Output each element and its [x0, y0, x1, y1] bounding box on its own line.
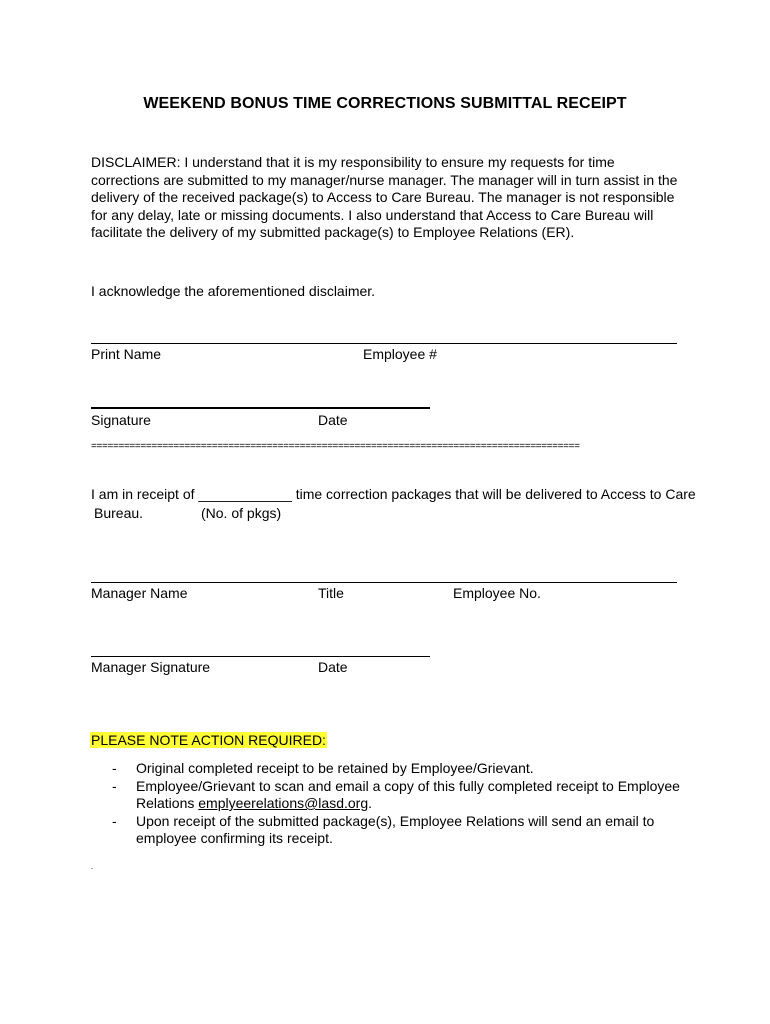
manager-signature-label: Manager Signature — [91, 659, 211, 675]
packages-hint: (No. of pkgs) — [201, 505, 282, 521]
signature-line[interactable] — [91, 407, 430, 409]
receipt-statement — [91, 486, 696, 502]
print-name-label: Print Name — [91, 346, 162, 362]
list-item — [112, 813, 692, 848]
manager-signature-line[interactable] — [91, 656, 430, 657]
bullet-dash: - — [112, 760, 117, 776]
manager-date-label: Date — [318, 659, 348, 675]
signature-label: Signature — [91, 412, 151, 428]
action-list — [112, 760, 692, 848]
disclaimer-line: corrections are submitted to my manager/nurse manager. The manager will in turn assist in the — [91, 171, 678, 188]
packages-count-blank[interactable]: ____________ — [198, 486, 292, 502]
separator-line: ========================================================================================= — [91, 441, 580, 452]
manager-name-line[interactable] — [91, 582, 677, 583]
disclaimer-text — [91, 154, 691, 242]
footer-dot: . — [91, 862, 94, 871]
receipt-prefix: I am in receipt of — [91, 486, 195, 502]
manager-title-label: Title — [318, 585, 344, 601]
acknowledge-text: I acknowledge the aforementioned disclaimer. — [91, 283, 376, 299]
disclaimer-line: for any delay, late or missing documents. I also understand that Access to Care Bureau will — [91, 206, 654, 223]
bullet-text: Original completed receipt to be retained by Employee/Grievant. — [136, 760, 534, 776]
bullet-text-before: Employee/Grievant to scan and email a copy of this fully completed receipt to Employee Relations — [136, 777, 680, 811]
list-item — [112, 760, 692, 778]
bullet-dash: - — [112, 777, 117, 794]
disclaimer-line: DISCLAIMER: I understand that it is my responsibility to ensure my requests for time — [91, 154, 615, 170]
page-title: WEEKEND BONUS TIME CORRECTIONS SUBMITTAL RECEIPT — [143, 95, 627, 112]
disclaimer-line: delivery of the received package(s) to Access to Care Bureau. The manager is not responsible — [91, 189, 675, 205]
receipt-bureau: Bureau. — [94, 505, 144, 521]
list-item — [112, 778, 692, 813]
action-required-highlight: PLEASE NOTE ACTION REQUIRED: — [91, 732, 326, 748]
bullet-dash: - — [112, 812, 117, 829]
bullet-text-after: . — [368, 795, 373, 811]
manager-employee-no-label: Employee No. — [453, 585, 541, 601]
action-required-heading — [90, 732, 327, 748]
disclaimer-line: facilitate the delivery of my submitted package(s) to Employee Relations (ER). — [91, 224, 575, 240]
receipt-suffix: time correction packages that will be delivered to Access to Care — [295, 486, 696, 502]
email-link[interactable]: emplyeerelations@lasd.org — [198, 795, 369, 811]
print-name-line[interactable] — [91, 343, 677, 344]
date-label: Date — [318, 412, 348, 428]
manager-name-label: Manager Name — [91, 585, 188, 601]
bullet-text: Upon receipt of the submitted package(s), Employee Relations will send an email to employee confirming its receipt. — [136, 812, 655, 846]
employee-number-label: Employee # — [363, 346, 437, 362]
bullet-text — [136, 778, 692, 813]
